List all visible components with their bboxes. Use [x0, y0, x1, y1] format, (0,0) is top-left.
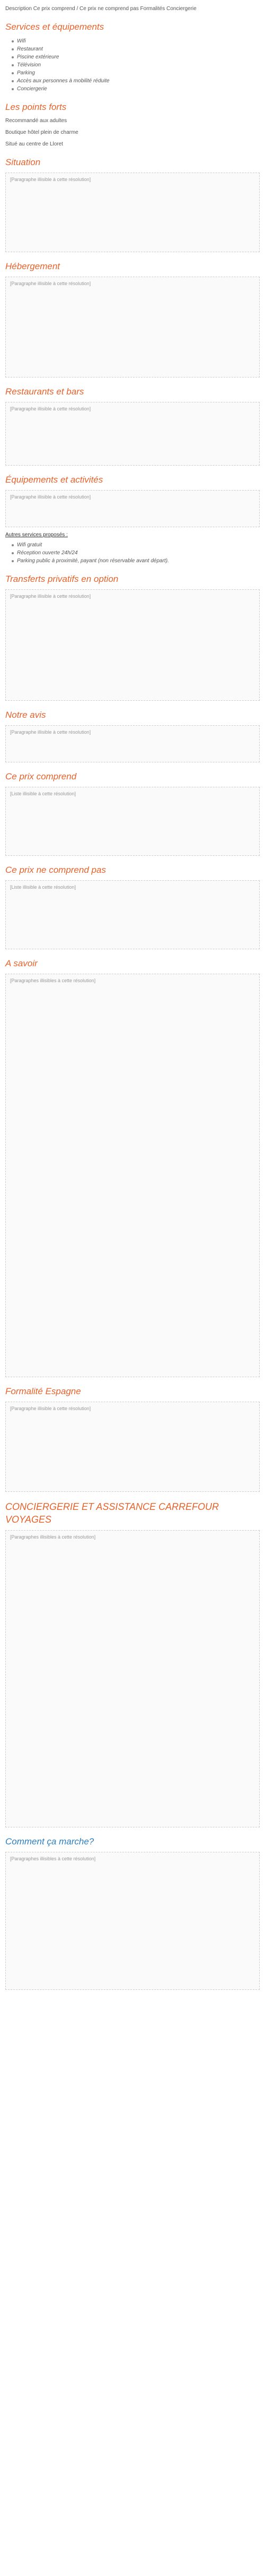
- service-item: Piscine extérieure: [17, 53, 260, 61]
- autre-service-item: Parking public à proximité, payant (non réservable avant départ).: [17, 557, 260, 565]
- autre-service-item: Réception ouverte 24h/24: [17, 549, 260, 557]
- comment-title: Comment ça marche?: [5, 1836, 94, 1847]
- restaurants-section: [5, 386, 260, 466]
- a-savoir-title: A savoir: [5, 958, 38, 968]
- transferts-section: [5, 573, 260, 701]
- autre-service-item: Wifi gratuit: [17, 541, 260, 549]
- notre-avis-section: [5, 709, 260, 762]
- ce-prix-comprend-text: [Liste illisible à cette résolution]: [5, 787, 260, 856]
- service-item: Conciergerie: [17, 85, 260, 93]
- intro-text: Description Ce prix comprend / Ce prix ne comprend pas Formalités Conciergerie: [5, 6, 197, 12]
- services-section: [5, 21, 260, 93]
- situation-title: Situation: [5, 157, 41, 167]
- restaurants-title: Restaurants et bars: [5, 387, 84, 397]
- services-list: [5, 37, 260, 93]
- formalite-text: [Paragraphe illisible à cette résolution]: [5, 1402, 260, 1492]
- service-item: Accès aux personnes à mobilité réduite: [17, 77, 260, 85]
- hebergement-text: [Paragraphe illisible à cette résolution]: [5, 277, 260, 377]
- transferts-text: [Paragraphe illisible à cette résolution]: [5, 589, 260, 701]
- ce-prix-comprend-title: Ce prix comprend: [5, 771, 77, 782]
- conciergerie-text: [Paragraphes illisibles à cette résolution]: [5, 1530, 260, 1827]
- a-savoir-section: [5, 958, 260, 1377]
- hebergement-title: Hébergement: [5, 261, 60, 271]
- points-forts-title: Les points forts: [5, 102, 67, 112]
- comment-text: [Paragraphes illisibles à cette résolution]: [5, 1852, 260, 1990]
- restaurants-text: [Paragraphe illisible à cette résolution]: [5, 402, 260, 466]
- equipements-section: [5, 474, 260, 565]
- services-title: Services et équipements: [5, 22, 104, 32]
- ce-prix-ne-comprend-pas-title: Ce prix ne comprend pas: [5, 865, 106, 875]
- situation-text: [Paragraphe illisible à cette résolution]: [5, 173, 260, 252]
- comment-section: [5, 1836, 260, 1990]
- service-item: Restaurant: [17, 45, 260, 53]
- service-item: Parking: [17, 69, 260, 77]
- points-forts-line: Boutique hôtel plein de charme: [5, 130, 78, 135]
- autres-services-list: [5, 541, 260, 565]
- situation-section: [5, 157, 260, 252]
- transferts-title: Transferts privatifs en option: [5, 574, 119, 584]
- service-item: Wifi: [17, 37, 260, 45]
- notre-avis-title: Notre avis: [5, 710, 46, 720]
- notre-avis-text: [Paragraphe illisible à cette résolution]: [5, 725, 260, 762]
- equipements-text: [Paragraphe illisible à cette résolution]: [5, 490, 260, 527]
- conciergerie-section: [5, 1500, 260, 1827]
- service-item: Télévision: [17, 61, 260, 69]
- hebergement-section: [5, 261, 260, 377]
- conciergerie-title: CONCIERGERIE ET ASSISTANCE CARREFOUR VOYAGES: [5, 1501, 219, 1525]
- ce-prix-ne-comprend-pas-text: [Liste illisible à cette résolution]: [5, 880, 260, 949]
- points-forts-line: Recommandé aux adultes: [5, 118, 67, 124]
- ce-prix-ne-comprend-pas-section: [5, 864, 260, 949]
- a-savoir-text: [Paragraphes illisibles à cette résolution]: [5, 974, 260, 1377]
- equipements-title: Équipements et activités: [5, 475, 103, 485]
- points-forts-section: [5, 101, 260, 148]
- ce-prix-comprend-section: [5, 771, 260, 856]
- formalite-section: [5, 1386, 260, 1492]
- formalite-title: Formalité Espagne: [5, 1386, 81, 1396]
- autres-services-label: Autres services proposés :: [5, 532, 68, 538]
- points-forts-line: Situé au centre de Lloret: [5, 141, 63, 147]
